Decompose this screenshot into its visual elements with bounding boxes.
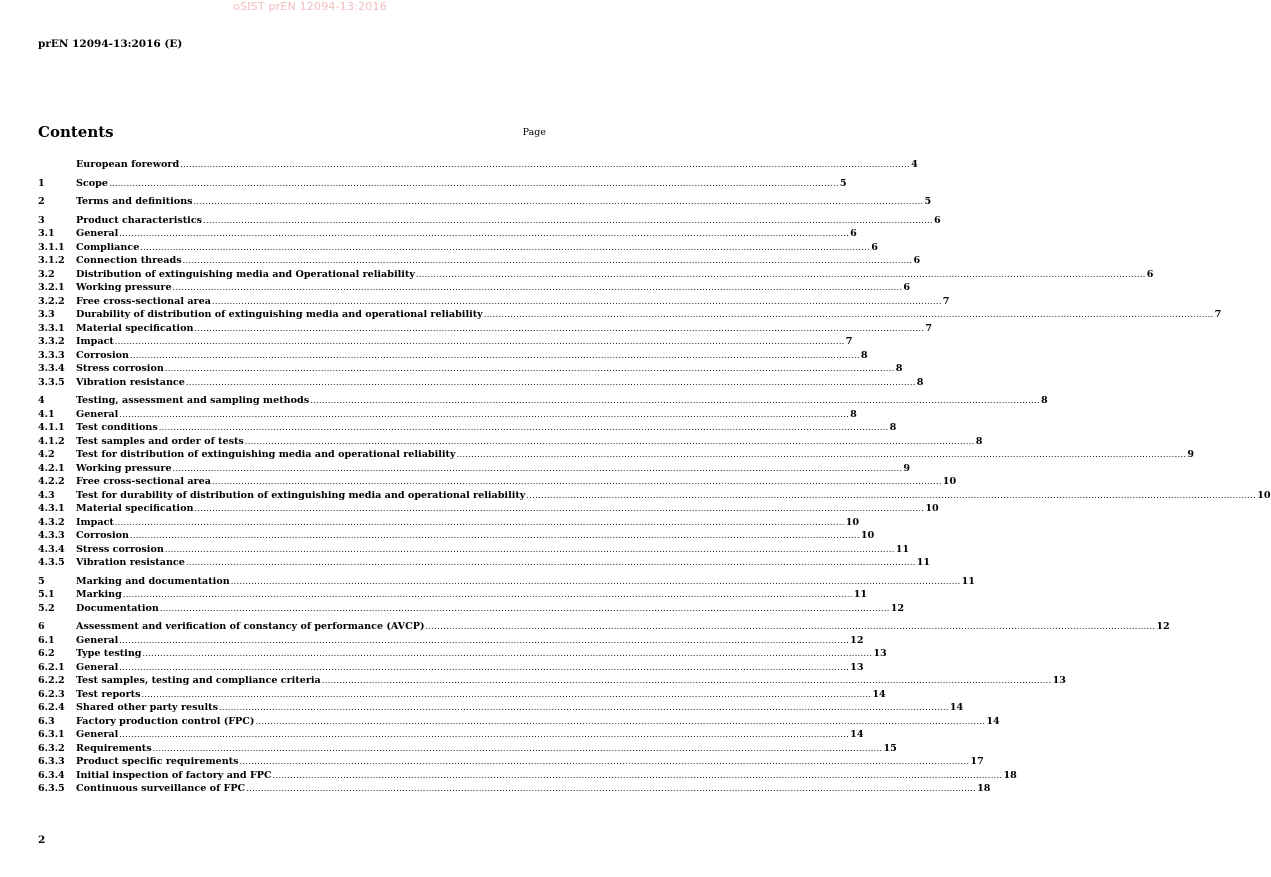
- toc-entry[interactable]: [38, 349, 868, 363]
- toc-entry-page: 8: [975, 435, 983, 447]
- toc-entry-title[interactable]: Stress corrosion: [76, 543, 164, 555]
- toc-entry-number: 3.2.2: [38, 295, 65, 307]
- toc-entry-title[interactable]: Corrosion: [76, 349, 129, 361]
- toc-entry[interactable]: [38, 308, 1222, 322]
- toc-leader-dots: [194, 322, 924, 336]
- toc-leader-dots: [115, 335, 845, 349]
- toc-entry-page: 8: [889, 422, 897, 433]
- toc-entry[interactable]: [38, 448, 1195, 462]
- toc-entry-title[interactable]: Terms and definitions: [76, 196, 193, 207]
- toc-entry-title[interactable]: Marking and documentation: [76, 575, 230, 587]
- toc-entry-page: 17: [970, 756, 984, 767]
- toc-entry-title[interactable]: Stress corrosion: [76, 363, 164, 374]
- toc-entry-title[interactable]: Corrosion: [76, 530, 129, 541]
- toc-entry-page: 5: [839, 177, 847, 189]
- toc-entry-title[interactable]: Test conditions: [76, 422, 158, 433]
- toc-entry-title[interactable]: Material specification: [76, 322, 194, 334]
- toc-leader-dots: [194, 502, 924, 516]
- toc-entry[interactable]: [38, 701, 964, 715]
- toc-entry-number: 4.3.3: [38, 530, 65, 541]
- toc-entry-page: 4: [911, 159, 918, 170]
- page-number: 2: [38, 834, 46, 846]
- toc-entry-page: 9: [1187, 449, 1195, 460]
- toc-entry-number: 4.3.5: [38, 557, 65, 568]
- toc-entry-title[interactable]: Test for durability of distribution of extinguishing media and operational reliability: [76, 489, 526, 501]
- toc-leader-dots: [119, 728, 849, 742]
- toc-entry-number: 3.3.4: [38, 363, 65, 374]
- toc-entry-number: 6.2: [38, 648, 55, 659]
- toc-entry[interactable]: [38, 502, 939, 516]
- toc-leader-dots: [231, 575, 961, 589]
- toc-entry-number: 3.1: [38, 228, 55, 239]
- toc-entry-title[interactable]: Test samples, testing and compliance criteria: [76, 675, 321, 686]
- toc-entry-title[interactable]: European foreword: [76, 159, 180, 170]
- toc-entry-title[interactable]: Product specific requirements: [76, 756, 239, 767]
- toc-entry[interactable]: [38, 268, 1154, 282]
- toc-entry-title[interactable]: Distribution of extinguishing media and Operational reliability: [76, 268, 415, 280]
- contents-heading: Contents: [38, 123, 114, 141]
- toc-entry-page: 11: [895, 543, 910, 555]
- toc-entry-title[interactable]: Vibration resistance: [76, 376, 185, 388]
- toc-entry-title[interactable]: Free cross-sectional area: [76, 476, 211, 487]
- toc-leader-dots: [173, 281, 903, 295]
- toc-entry[interactable]: [38, 214, 941, 228]
- toc-entry-title[interactable]: Material specification: [76, 503, 194, 514]
- toc-entry[interactable]: [38, 516, 860, 530]
- toc-entry-number: 4.1.1: [38, 422, 65, 433]
- toc-entry[interactable]: [38, 241, 878, 255]
- toc-entry[interactable]: [38, 435, 983, 449]
- toc-entry-title[interactable]: Shared other party results: [76, 702, 218, 713]
- toc-entry[interactable]: [38, 281, 911, 295]
- toc-entry-title[interactable]: Product characteristics: [76, 214, 203, 226]
- toc-entry[interactable]: [38, 195, 932, 209]
- toc-entry-number: 6.2.4: [38, 702, 65, 713]
- toc-entry[interactable]: [38, 661, 864, 675]
- toc-leader-dots: [484, 308, 1214, 322]
- toc-leader-dots: [173, 462, 903, 476]
- toc-entry-page: 10: [942, 476, 957, 487]
- toc-entry-page: 7: [845, 336, 853, 347]
- toc-entry-title[interactable]: Test samples and order of tests: [76, 435, 244, 447]
- toc-leader-dots: [255, 715, 985, 729]
- toc-entry-number: 6.3.1: [38, 729, 65, 740]
- toc-entry-page: 14: [949, 702, 964, 713]
- toc-entry[interactable]: [38, 322, 933, 336]
- toc-entry-title[interactable]: General: [76, 408, 119, 420]
- toc-leader-dots: [186, 376, 916, 390]
- toc-entry-title[interactable]: Impact: [76, 516, 114, 528]
- toc-entry-number: 3.2.1: [38, 282, 65, 293]
- toc-leader-dots: [457, 448, 1187, 462]
- toc-leader-dots: [119, 661, 849, 675]
- toc-entry-page: 14: [872, 688, 886, 700]
- toc-entry[interactable]: [38, 602, 905, 616]
- toc-entry[interactable]: [38, 620, 1170, 634]
- toc-entry-page: 6: [850, 228, 857, 239]
- toc-entry-page: 7: [925, 322, 933, 334]
- toc-leader-dots: [246, 782, 976, 796]
- toc-leader-dots: [165, 362, 895, 376]
- toc-entry-number: 6.1: [38, 634, 55, 646]
- toc-leader-dots: [245, 435, 975, 449]
- toc-entry[interactable]: [38, 295, 950, 309]
- toc-entry-page: 11: [916, 557, 931, 568]
- table-of-contents: [38, 158, 1271, 796]
- toc-entry[interactable]: [38, 254, 921, 268]
- toc-entry-number: 3.3.5: [38, 376, 65, 388]
- toc-leader-dots: [273, 769, 1003, 783]
- toc-entry-number: 3.2: [38, 268, 55, 280]
- toc-entry-page: 8: [895, 363, 903, 374]
- toc-leader-dots: [130, 349, 860, 363]
- toc-leader-dots: [426, 620, 1156, 634]
- toc-leader-dots: [119, 634, 849, 648]
- toc-leader-dots: [165, 543, 895, 557]
- toc-entry-number: 4.2.1: [38, 462, 65, 474]
- toc-entry[interactable]: [38, 421, 897, 435]
- toc-entry-title[interactable]: Requirements: [76, 742, 152, 754]
- toc-entry-number: 6.2.1: [38, 661, 65, 673]
- toc-leader-dots: [143, 647, 873, 661]
- toc-leader-dots: [119, 408, 849, 422]
- toc-leader-dots: [140, 241, 870, 255]
- toc-leader-dots: [186, 556, 916, 570]
- toc-entry-page: 6: [1146, 268, 1154, 280]
- toc-entry[interactable]: [38, 742, 897, 756]
- toc-entry-number: 4.3.2: [38, 516, 65, 528]
- toc-leader-dots: [526, 489, 1256, 503]
- toc-leader-dots: [115, 516, 845, 530]
- toc-leader-dots: [183, 254, 913, 268]
- toc-entry-page: 7: [942, 295, 950, 307]
- toc-entry-page: 14: [986, 715, 1000, 727]
- toc-leader-dots: [212, 475, 942, 489]
- toc-entry[interactable]: [38, 769, 1017, 783]
- toc-entry-number: 4.1: [38, 408, 55, 420]
- toc-entry-number: 5.1: [38, 589, 55, 600]
- page-column-label: Page: [522, 127, 546, 138]
- toc-entry[interactable]: [38, 408, 857, 422]
- toc-entry-page: 11: [961, 575, 975, 587]
- toc-entry-page: 18: [977, 783, 991, 794]
- toc-entry[interactable]: [38, 674, 1066, 688]
- document-reference: prEN 12094-13:2016 (E): [38, 38, 183, 50]
- toc-entry-number: 4.3.1: [38, 503, 65, 514]
- toc-entry-page: 7: [1214, 309, 1222, 320]
- toc-entry-title[interactable]: Working pressure: [76, 462, 172, 474]
- toc-leader-dots: [160, 602, 890, 616]
- toc-entry-page: 6: [871, 241, 878, 253]
- toc-entry[interactable]: [38, 543, 910, 557]
- toc-entry-number: 1: [38, 177, 45, 189]
- toc-entry-page: 11: [853, 589, 868, 600]
- toc-entry-number: 6.3.4: [38, 769, 65, 781]
- toc-entry-title[interactable]: General: [76, 228, 119, 239]
- toc-entry-number: 4.3: [38, 489, 55, 501]
- toc-entry[interactable]: [38, 335, 853, 349]
- toc-entry-title[interactable]: Scope: [76, 177, 108, 189]
- toc-entry-number: 4.1.2: [38, 435, 65, 447]
- toc-entry-title[interactable]: Initial inspection of factory and FPC: [76, 769, 272, 781]
- toc-entry-page: 18: [1003, 769, 1017, 781]
- toc-leader-dots: [180, 158, 910, 172]
- toc-entry-number: 6.3.3: [38, 756, 65, 767]
- toc-entry[interactable]: [38, 227, 857, 241]
- toc-entry-number: 3.3.3: [38, 349, 65, 361]
- toc-entry-page: 6: [903, 282, 911, 293]
- toc-entry-page: 6: [933, 214, 941, 226]
- toc-entry-number: 3.3: [38, 309, 55, 320]
- toc-entry[interactable]: [38, 782, 991, 796]
- toc-leader-dots: [240, 755, 970, 769]
- toc-entry-page: 9: [903, 462, 911, 474]
- toc-entry[interactable]: [38, 489, 1271, 503]
- toc-leader-dots: [159, 421, 889, 435]
- toc-entry-page: 13: [850, 661, 864, 673]
- toc-entry-title[interactable]: Testing, assessment and sampling methods: [76, 395, 310, 406]
- toc-entry-page: 12: [890, 602, 905, 614]
- toc-entry[interactable]: [38, 177, 847, 191]
- toc-entry-title[interactable]: Marking: [76, 589, 122, 600]
- toc-entry-number: 3.3.2: [38, 336, 65, 347]
- toc-entry-page: 8: [1040, 395, 1048, 406]
- toc-entry[interactable]: [38, 715, 1000, 729]
- toc-entry[interactable]: [38, 688, 886, 702]
- toc-entry-number: 4.2.2: [38, 476, 65, 487]
- toc-entry-title[interactable]: Connection threads: [76, 255, 182, 266]
- toc-entry-title[interactable]: Continuous surveillance of FPC: [76, 783, 246, 794]
- toc-entry-title[interactable]: Vibration resistance: [76, 557, 185, 568]
- toc-entry-title[interactable]: General: [76, 729, 119, 740]
- toc-entry-title[interactable]: Free cross-sectional area: [76, 295, 211, 307]
- toc-leader-dots: [212, 295, 942, 309]
- toc-entry-number: 3.1.2: [38, 255, 65, 266]
- toc-entry-page: 6: [913, 255, 921, 266]
- toc-entry-title[interactable]: Factory production control (FPC): [76, 715, 255, 727]
- toc-entry[interactable]: [38, 475, 957, 489]
- toc-entry-number: 6: [38, 621, 45, 632]
- toc-entry-page: 14: [850, 729, 864, 740]
- toc-entry[interactable]: [38, 462, 911, 476]
- toc-entry-page: 8: [850, 408, 857, 420]
- toc-entry-number: 6.3.5: [38, 783, 65, 794]
- toc-entry-page: 10: [925, 503, 939, 514]
- toc-entry-title[interactable]: Test for distribution of extinguishing media and operational reliability: [76, 449, 456, 460]
- toc-entry-title[interactable]: General: [76, 634, 119, 646]
- toc-entry-page: 12: [850, 634, 864, 646]
- toc-leader-dots: [119, 227, 849, 241]
- toc-leader-dots: [203, 214, 933, 228]
- toc-entry-title[interactable]: Documentation: [76, 602, 159, 614]
- toc-entry-number: 4: [38, 395, 45, 406]
- toc-entry-page: 10: [845, 516, 860, 528]
- toc-entry[interactable]: [38, 634, 864, 648]
- toc-entry-number: 5: [38, 575, 45, 587]
- toc-entry[interactable]: [38, 728, 864, 742]
- toc-entry-title[interactable]: Compliance: [76, 241, 140, 253]
- toc-entry[interactable]: [38, 376, 924, 390]
- toc-entry[interactable]: [38, 158, 918, 172]
- toc-entry-page: 13: [1052, 675, 1066, 686]
- toc-entry-page: 10: [860, 530, 875, 541]
- toc-leader-dots: [141, 688, 871, 702]
- toc-leader-dots: [219, 701, 949, 715]
- toc-entry-page: 13: [873, 648, 887, 659]
- toc-entry-title[interactable]: Test reports: [76, 688, 141, 700]
- toc-leader-dots: [109, 177, 839, 191]
- toc-entry[interactable]: [38, 588, 868, 602]
- toc-entry-number: 6.2.3: [38, 688, 65, 700]
- toc-leader-dots: [153, 742, 883, 756]
- toc-entry[interactable]: [38, 556, 931, 570]
- toc-leader-dots: [130, 529, 860, 543]
- toc-entry-page: 8: [916, 376, 924, 388]
- toc-entry-number: 3.3.1: [38, 322, 65, 334]
- toc-entry[interactable]: [38, 647, 887, 661]
- toc-leader-dots: [123, 588, 853, 602]
- toc-entry-number: 4.3.4: [38, 543, 65, 555]
- toc-entry-title[interactable]: Impact: [76, 336, 114, 347]
- toc-leader-dots: [194, 195, 924, 209]
- toc-entry-number: 6.3.2: [38, 742, 65, 754]
- toc-entry-title[interactable]: Assessment and verification of constancy of performance (AVCP): [76, 621, 425, 632]
- toc-entry[interactable]: [38, 394, 1048, 408]
- toc-entry-title[interactable]: Type testing: [76, 648, 142, 659]
- toc-entry-number: 5.2: [38, 602, 55, 614]
- toc-entry[interactable]: [38, 362, 903, 376]
- toc-entry[interactable]: [38, 529, 875, 543]
- toc-entry-number: 3.1.1: [38, 241, 65, 253]
- toc-entry-number: 2: [38, 196, 45, 207]
- watermark: oSIST prEN 12094-13:2016: [233, 0, 387, 13]
- toc-leader-dots: [310, 394, 1040, 408]
- toc-entry[interactable]: [38, 575, 975, 589]
- toc-entry-number: 3: [38, 214, 45, 226]
- toc-entry-title[interactable]: General: [76, 661, 119, 673]
- toc-entry-page: 12: [1156, 621, 1170, 632]
- toc-entry-number: 4.2: [38, 449, 55, 460]
- toc-entry[interactable]: [38, 755, 984, 769]
- toc-entry-page: 5: [924, 196, 932, 207]
- toc-entry-page: 8: [860, 349, 868, 361]
- toc-entry-page: 15: [883, 742, 897, 754]
- toc-entry-number: 6.3: [38, 715, 55, 727]
- toc-entry-page: 10: [1257, 489, 1271, 501]
- toc-leader-dots: [322, 674, 1052, 688]
- toc-leader-dots: [416, 268, 1146, 282]
- toc-entry-title[interactable]: Durability of distribution of extinguishing media and operational reliability: [76, 309, 483, 320]
- toc-entry-title[interactable]: Working pressure: [76, 282, 172, 293]
- toc-entry-number: 6.2.2: [38, 675, 65, 686]
